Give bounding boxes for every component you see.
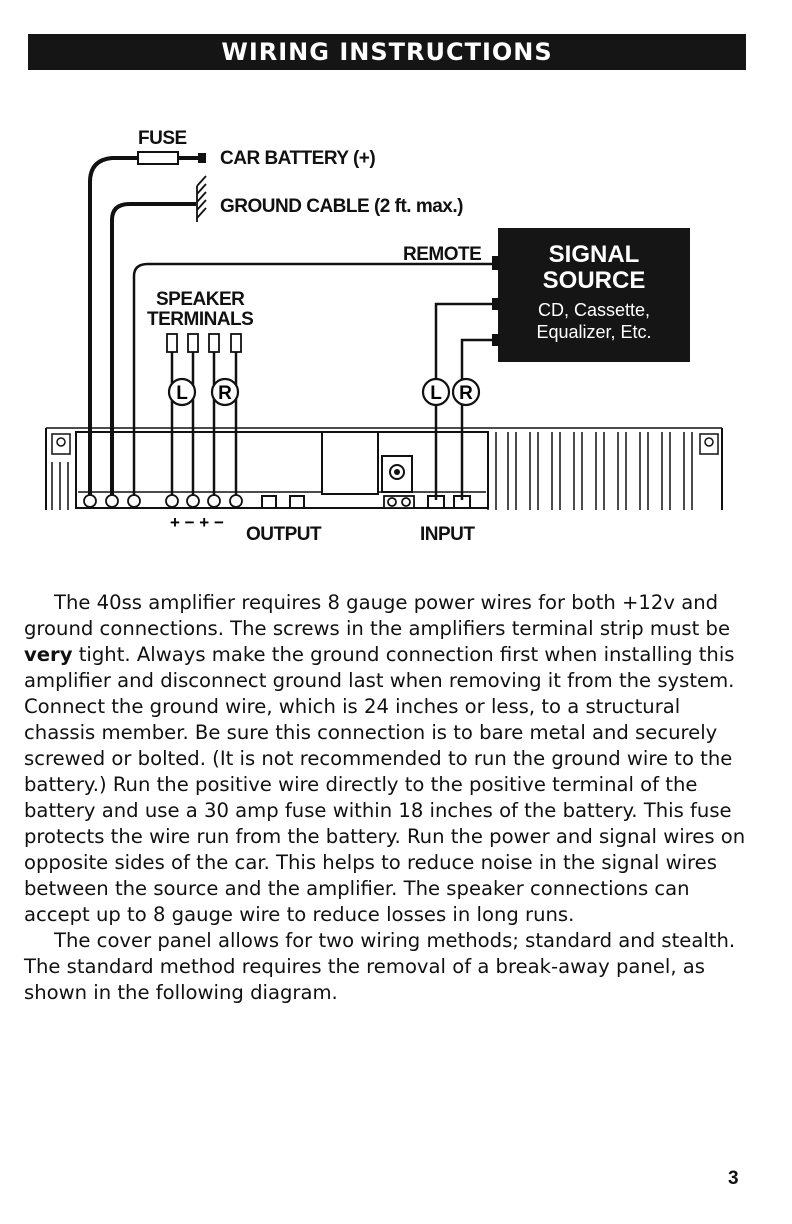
speaker-terminals-label: SPEAKER (156, 289, 245, 310)
remote-label: REMOTE (403, 244, 482, 265)
mount-screw-icon (57, 438, 65, 446)
speaker-plugs (167, 334, 241, 352)
speaker-plug-icon (209, 334, 219, 352)
ground-icon (197, 176, 206, 222)
output-jacks (262, 496, 304, 508)
right-input-letter: R (459, 383, 473, 404)
page-number: 3 (728, 1168, 739, 1189)
fuse-label: FUSE (138, 128, 187, 149)
mount-screw-icon (705, 438, 713, 446)
battery-terminal-icon (198, 153, 206, 163)
speaker-terminals-label: TERMINALS (147, 309, 254, 330)
fuse-icon (138, 152, 178, 164)
screw-terminals (84, 495, 242, 507)
instructions-text (24, 590, 752, 1006)
ground-wire (112, 204, 196, 500)
rca-right-cable (462, 340, 498, 500)
paragraph: The cover panel allows for two wiring methods; standard and stealth. The standard method requires the removal of a break-away panel, as shown in the following diagram. (24, 929, 736, 1004)
amplifier (46, 428, 722, 510)
input-label: INPUT (420, 524, 475, 545)
speaker-plug-icon (188, 334, 198, 352)
right-speaker-letter: R (218, 383, 232, 404)
emphasis: very (24, 643, 73, 666)
ground-cable-label: GROUND CABLE (2 ft. max.) (220, 196, 463, 217)
signal-source-title: SOURCE (542, 267, 646, 294)
left-input-letter: L (430, 383, 442, 404)
output-label: OUTPUT (246, 524, 322, 545)
car-battery-label: CAR BATTERY (+) (220, 148, 376, 169)
paragraph: The 40ss amplifier requires 8 gauge power wires for both +12v and ground connections. The screws in the amplifiers terminal strip must be very tight. Always make the ground connection first when installing this amplifier and disconnect ground last when removing it from the system. Connect the ground wire, which is 24 inches or less, to a structural chassis member. Be sure this connection is to bare metal and securely screwed or bolted. (It is not recommended to run the ground wire to the battery.) Run the positive wire directly to the positive terminal of the battery and use a 30 amp fuse within 18 inches of the battery. This fuse protects the wire run from the battery. Run the power and signal wires on opposite sides of the car. This helps to reduce noise in the signal wires between the source and the amplifier. The speaker connections can accept up to 8 gauge wire to reduce losses in long runs. (24, 591, 746, 926)
signal-source-subtitle: Equalizer, Etc. (536, 322, 652, 342)
speaker-plug-icon (231, 334, 241, 352)
remote-jack-icon (492, 256, 500, 270)
speaker-plug-icon (167, 334, 177, 352)
signal-source-title: SIGNAL (548, 241, 640, 268)
wiring-diagram (0, 120, 792, 560)
input-jacks (384, 496, 414, 508)
page-title: WIRING INSTRUCTIONS (28, 34, 746, 70)
polarity-label: + − + − (170, 513, 224, 532)
rca-jack-icon (492, 298, 500, 310)
left-speaker-letter: L (176, 383, 188, 404)
rca-jack-icon (492, 334, 500, 346)
signal-source-subtitle: CD, Cassette, (537, 300, 651, 320)
